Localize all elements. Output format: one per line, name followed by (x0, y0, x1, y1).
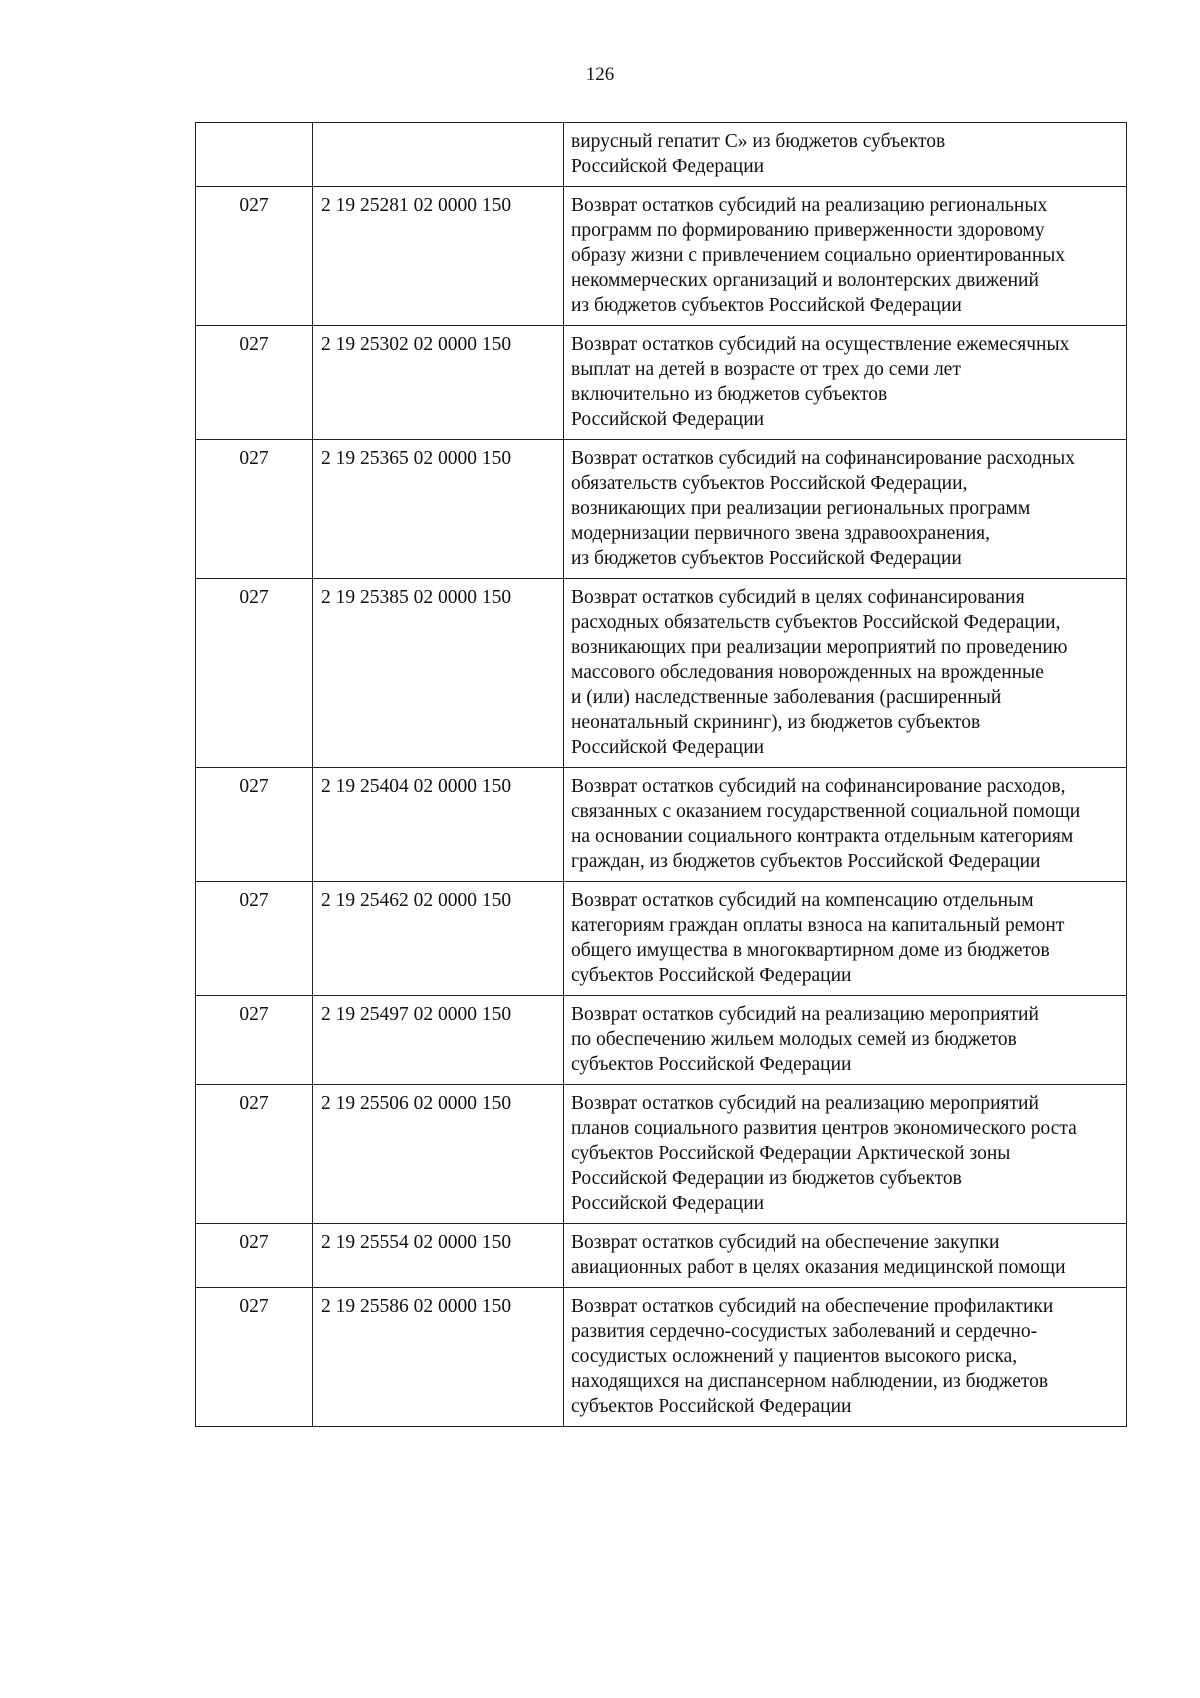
table-row (196, 1224, 1127, 1288)
admin-code-cell: 027 (196, 326, 313, 440)
budget-code-cell: 2 19 25404 02 0000 150 (313, 768, 564, 882)
income-name-cell (564, 187, 1127, 326)
income-name-cell (564, 996, 1127, 1085)
budget-code-cell: 2 19 25554 02 0000 150 (313, 1224, 564, 1288)
income-name-line: образу жизни с привлечением социально ориентированных (571, 245, 1066, 266)
table-row (196, 882, 1127, 996)
income-name-line: субъектов Российской Федерации (571, 1054, 852, 1075)
income-name-line: связанных с оказанием государственной социальной помощи (571, 801, 1081, 822)
income-name-line: находящихся на диспансерном наблюдении, из бюджетов (571, 1371, 1049, 1392)
income-name-line: возникающих при реализации региональных программ (571, 498, 1031, 519)
admin-code-cell: 027 (196, 440, 313, 579)
admin-code-cell: 027 (196, 768, 313, 882)
income-name-line: по обеспечению жильем молодых семей из бюджетов (571, 1029, 1017, 1050)
income-name-line: массового обследования новорожденных на врожденные (571, 662, 1044, 683)
income-name-line: общего имущества в многоквартирном доме из бюджетов (571, 940, 1050, 961)
budget-code-cell: 2 19 25385 02 0000 150 (313, 579, 564, 768)
income-name-line: на основании социального контракта отдельным категориям (571, 826, 1074, 847)
admin-code-cell (196, 123, 313, 187)
admin-code-cell: 027 (196, 187, 313, 326)
income-name-line: некоммерческих организаций и волонтерских движений (571, 270, 1039, 291)
budget-code-cell (313, 123, 564, 187)
budget-code-cell: 2 19 25497 02 0000 150 (313, 996, 564, 1085)
income-name-line: включительно из бюджетов субъектов (571, 384, 888, 405)
income-name-cell (564, 882, 1127, 996)
budget-code-cell: 2 19 25586 02 0000 150 (313, 1288, 564, 1427)
income-name-line: Российской Федерации из бюджетов субъектов (571, 1168, 962, 1189)
income-name-line: обязательств субъектов Российской Федерации, (571, 473, 968, 494)
admin-code-cell: 027 (196, 882, 313, 996)
income-name-line: Возврат остатков субсидий на софинансирование расходов, (571, 776, 1066, 797)
income-name-line: из бюджетов субъектов Российской Федерации (571, 295, 962, 316)
income-name-line: планов социального развития центров экономического роста (571, 1118, 1077, 1139)
income-name-line: Возврат остатков субсидий на софинансирование расходных (571, 448, 1075, 469)
table-row (196, 579, 1127, 768)
table-row (196, 1288, 1127, 1427)
income-name-line: расходных обязательств субъектов Российской Федерации, (571, 612, 1061, 633)
income-name-line: субъектов Российской Федерации (571, 965, 852, 986)
income-name-line: Возврат остатков субсидий на обеспечение закупки (571, 1232, 1000, 1253)
income-name-line: модернизации первичного звена здравоохранения, (571, 523, 991, 544)
income-name-line: Российской Федерации (571, 409, 765, 430)
income-name-line: вирусный гепатит С» из бюджетов субъектов (571, 131, 946, 152)
income-name-line: Возврат остатков субсидий на обеспечение профилактики (571, 1296, 1054, 1317)
income-name-line: Возврат остатков субсидий на реализацию региональных (571, 195, 1048, 216)
table-row (196, 768, 1127, 882)
table-body (196, 123, 1127, 1427)
income-name-line: субъектов Российской Федерации Арктической зоны (571, 1143, 1011, 1164)
table-row (196, 440, 1127, 579)
income-name-line: Возврат остатков субсидий на осуществление ежемесячных (571, 334, 1070, 355)
income-name-cell (564, 440, 1127, 579)
income-name-line: Российской Федерации (571, 156, 765, 177)
budget-code-cell: 2 19 25302 02 0000 150 (313, 326, 564, 440)
income-name-cell (564, 123, 1127, 187)
income-name-cell (564, 326, 1127, 440)
admin-code-cell: 027 (196, 1224, 313, 1288)
income-name-line: Возврат остатков субсидий в целях софинансирования (571, 587, 1025, 608)
income-name-line: авиационных работ в целях оказания медицинской помощи (571, 1257, 1066, 1278)
income-name-line: программ по формированию приверженности здоровому (571, 220, 1045, 241)
budget-code-cell: 2 19 25281 02 0000 150 (313, 187, 564, 326)
table-row (196, 326, 1127, 440)
table-row (196, 123, 1127, 187)
budget-code-cell: 2 19 25365 02 0000 150 (313, 440, 564, 579)
admin-code-cell: 027 (196, 1085, 313, 1224)
income-name-cell (564, 1085, 1127, 1224)
income-name-line: Возврат остатков субсидий на реализацию мероприятий (571, 1004, 1039, 1025)
budget-codes-table (195, 122, 1127, 1427)
income-name-line: Возврат остатков субсидий на компенсацию отдельным (571, 890, 1034, 911)
income-name-line: сосудистых осложнений у пациентов высокого риска, (571, 1346, 1018, 1367)
table-row (196, 187, 1127, 326)
income-name-line: категориям граждан оплаты взноса на капитальный ремонт (571, 915, 1065, 936)
admin-code-cell: 027 (196, 579, 313, 768)
income-name-line: субъектов Российской Федерации (571, 1396, 852, 1417)
budget-code-cell: 2 19 25506 02 0000 150 (313, 1085, 564, 1224)
income-name-line: граждан, из бюджетов субъектов Российской Федерации (571, 851, 1041, 872)
income-name-cell (564, 1224, 1127, 1288)
income-name-line: Российской Федерации (571, 1193, 765, 1214)
income-name-cell (564, 1288, 1127, 1427)
page-number: 126 (585, 64, 615, 85)
income-name-cell (564, 768, 1127, 882)
income-name-line: Возврат остатков субсидий на реализацию мероприятий (571, 1093, 1039, 1114)
income-name-line: из бюджетов субъектов Российской Федерации (571, 548, 962, 569)
table-row (196, 996, 1127, 1085)
income-name-line: Российской Федерации (571, 737, 765, 758)
income-name-line: выплат на детей в возрасте от трех до семи лет (571, 359, 961, 380)
income-name-line: неонатальный скрининг), из бюджетов субъектов (571, 712, 981, 733)
table-row (196, 1085, 1127, 1224)
budget-code-cell: 2 19 25462 02 0000 150 (313, 882, 564, 996)
income-name-line: развития сердечно-сосудистых заболеваний и сердечно- (571, 1321, 1038, 1342)
income-name-line: возникающих при реализации мероприятий по проведению (571, 637, 1068, 658)
income-name-cell (564, 579, 1127, 768)
admin-code-cell: 027 (196, 996, 313, 1085)
admin-code-cell: 027 (196, 1288, 313, 1427)
income-name-line: и (или) наследственные заболевания (расширенный (571, 687, 1002, 708)
